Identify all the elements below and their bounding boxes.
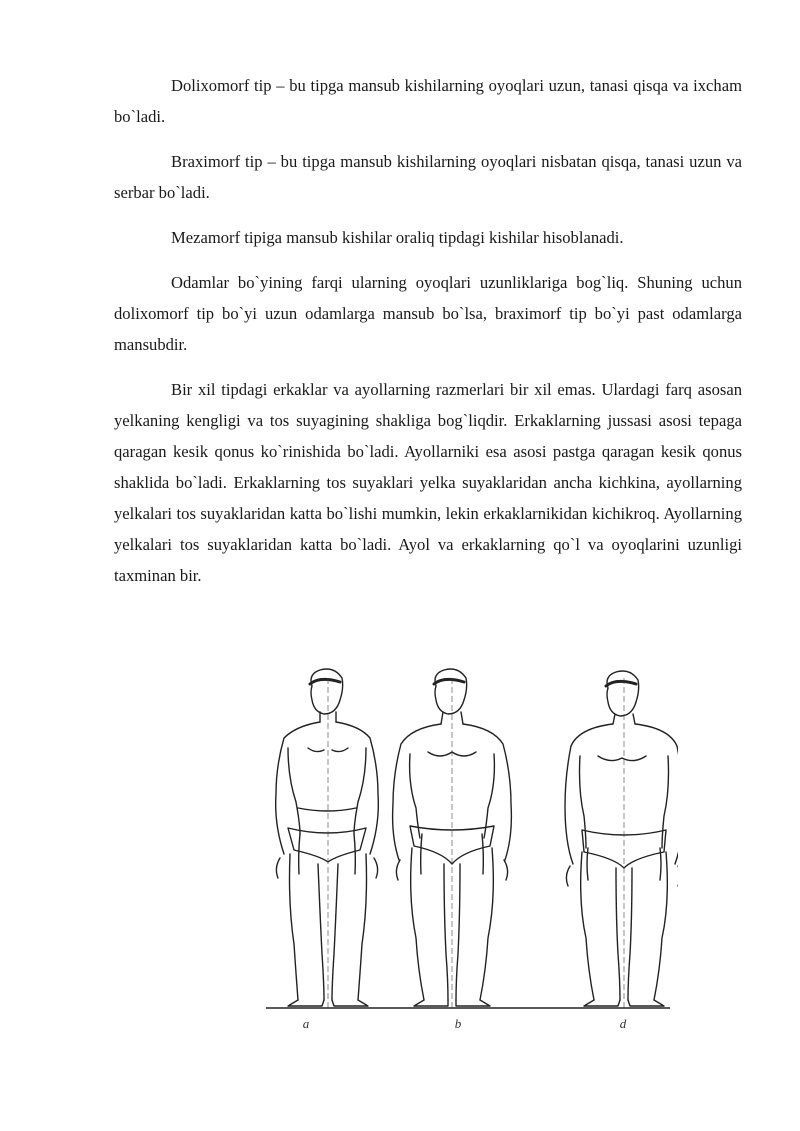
figure-d-braximorf xyxy=(565,671,678,1006)
body-types-figure xyxy=(258,668,678,1058)
figure-label-b: b xyxy=(454,1016,462,1031)
figure-a-dolixomorf xyxy=(276,669,379,1006)
paragraph-gender-difference: Bir xil tipdagi erkaklar va ayollarning razmerlari bir xil emas. Ulardagi farq asosan yelkaning kengligi va tos suyagining shakliga bog`liqdir. Erkaklarning jussasi asosi tepaga qaragan kesik qonus ko`rinishida bo`ladi. Ayollarniki esa asosi pastga qaragan kesik qonus shaklida bo`ladi. Erkaklarning tos suyaklari yelka suyaklaridan ancha kichkina, ayollarning yelkalari tos suyaklaridan katta bo`lishi mumkin, lekin erkaklarnikidan kichikroq. Ayollarning yelkalari tos suyaklaridan katta bo`ladi. Ayol va erkaklarning qo`l va oyoqlarini uzunligi taxminan bir. xyxy=(114,380,742,585)
figure-label-a: a xyxy=(302,1016,310,1031)
paragraph-dolixomorf: Dolixomorf tip – bu tipga mansub kishilarning oyoqlari uzun, tanasi qisqa va ixcham bo`ladi. xyxy=(114,76,742,126)
paragraph-braximorf: Braximorf tip – bu tipga mansub kishilarning oyoqlari nisbatan qisqa, tanasi uzun va serbar bo`ladi. xyxy=(114,152,742,202)
figure-label-d: d xyxy=(619,1016,627,1031)
paragraph-mezamorf: Mezamorf tipiga mansub kishilar oraliq tipdagi kishilar hisoblanadi. xyxy=(171,228,624,247)
body-text xyxy=(114,70,742,605)
paragraph-height-difference: Odamlar bo`yining farqi ularning oyoqlari uzunliklariga bog`liq. Shuning uchun dolixomorf tip bo`yi uzun odamlarga mansub bo`lsa, braximorf tip bo`yi past odamlarga mansubdir. xyxy=(114,273,742,354)
